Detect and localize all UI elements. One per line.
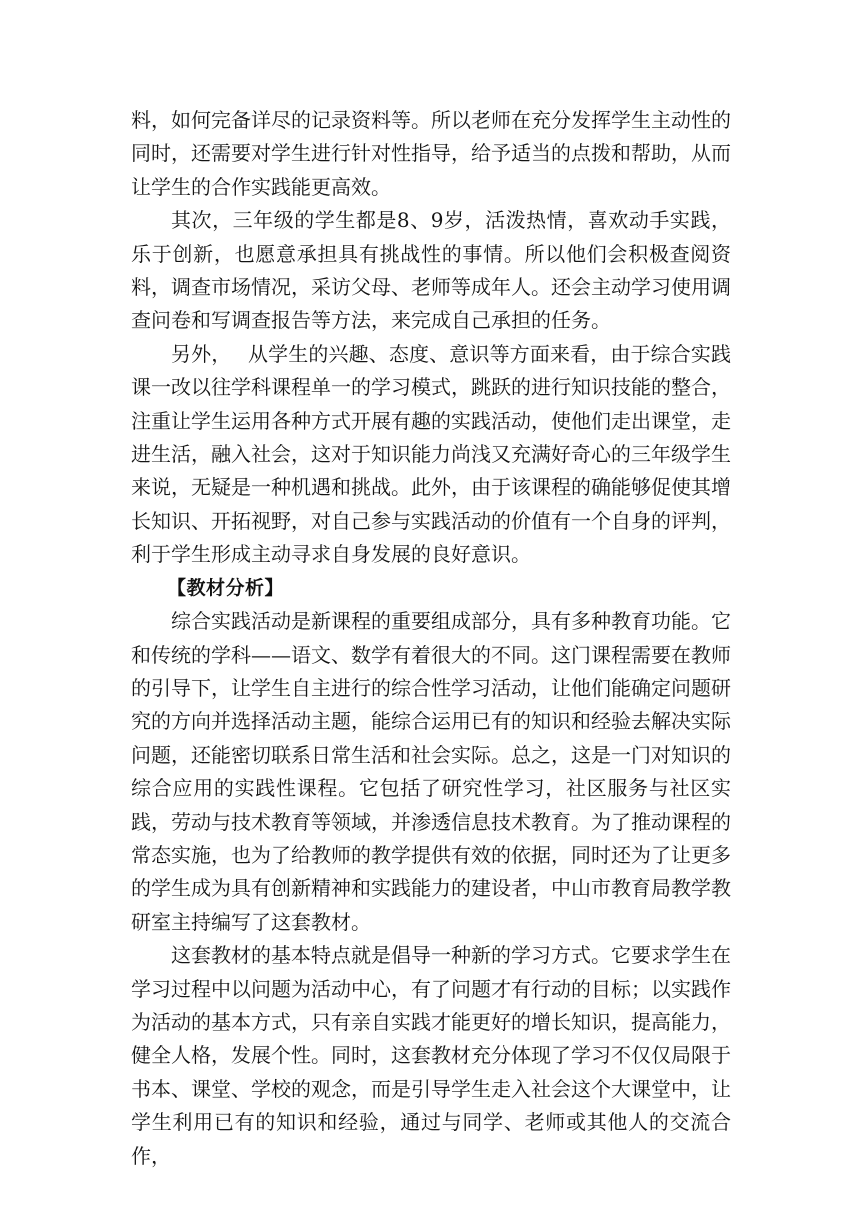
document-body [131,104,731,1173]
paragraph-student-interest: 另外， 从学生的兴趣、态度、意识等方面来看，由于综合实践课一改以往学科课程单一的学习模式，跳跃的进行知识技能的整合，注重让学生运用各种方式开展有趣的实践活动，使他们走出课堂，走进生活，融入社会，这对于知识能力尚浅又充满好奇心的三年级学生来说，无疑是一种机遇和挑战。此外，由于该课程的确能够促使其增长知识、开拓视野，对自己参与实践活动的价值有一个自身的评判，利于学生形成主动寻求自身发展的良好意识。 [131,341,731,567]
paragraph-student-age: 其次，三年级的学生都是8、9岁，活泼热情，喜欢动手实践，乐于创新，也愿意承担具有挑战性的事情。所以他们会积极查阅资料，调查市场情况，采访父母、老师等成年人。还会主动学习使用调查问卷和写调查报告等方法，来完成自己承担的任务。 [131,208,731,333]
paragraph-continuation: 料，如何完备详尽的记录资料等。所以老师在充分发挥学生主动性的同时，还需要对学生进行针对性指导，给予适当的点拨和帮助，从而让学生的合作实践能更高效。 [131,108,731,199]
paragraph-course-overview: 综合实践活动是新课程的重要组成部分，具有多种教育功能。它和传统的学科——语文、数学有着很大的不同。这门课程需要在教师的引导下，让学生自主进行的综合性学习活动，让他们能确定问题研究的方向并选择活动主题，能综合运用已有的知识和经验去解决实际问题，还能密切联系日常生活和社会实际。总之，这是一门对知识的综合应用的实践性课程。它包括了研究性学习，社区服务与社区实践，劳动与技术教育等领域，并渗透信息技术教育。为了推动课程的常态实施，也为了给教师的教学提供有效的依据，同时还为了让更多的学生成为具有创新精神和实践能力的建设者，中山市教育局教学教研室主持编写了这套教材。 [131,609,731,934]
section-heading-textbook-analysis: 【教材分析】 [167,576,285,599]
paragraph-textbook-features: 这套教材的基本特点就是倡导一种新的学习方式。它要求学生在学习过程中以问题为活动中心，有了问题才有行动的目标；以实践作为活动的基本方式，只有亲自实践才能更好的增长知识，提高能力，健全人格，发展个性。同时，这套教材充分体现了学习不仅仅局限于书本、课堂、学校的观念，而是引导学生走入社会这个大课堂中，让学生利用已有的知识和经验，通过与同学、老师或其他人的交流合作， [131,943,731,1168]
